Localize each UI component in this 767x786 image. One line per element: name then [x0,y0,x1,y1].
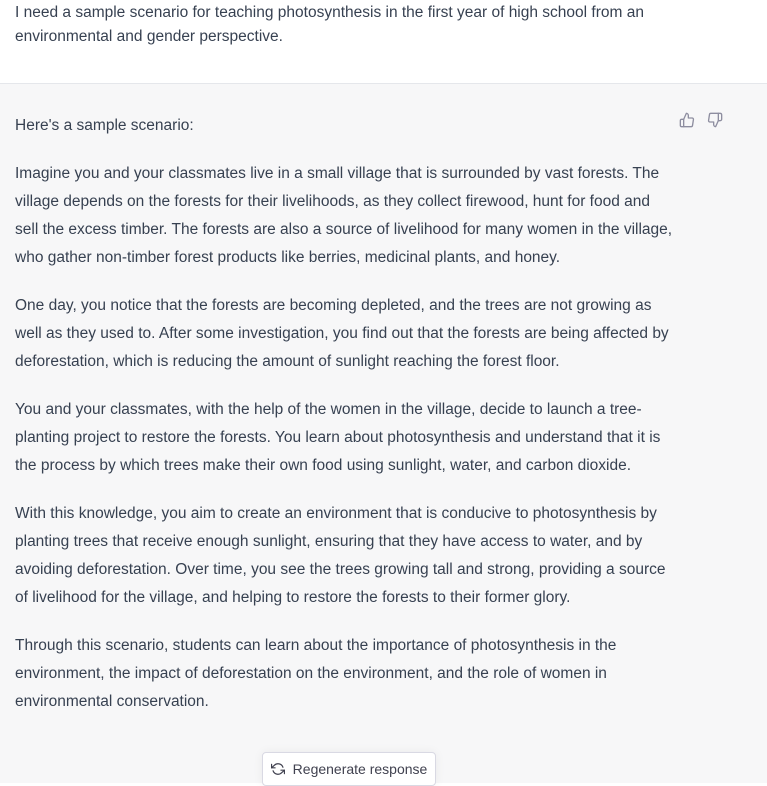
regenerate-label: Regenerate response [292,761,428,777]
reply-paragraph: Imagine you and your classmates live in a small village that is surrounded by vast forests. The village depends on the forests for their livelihoods, as they collect firewood, hunt for food and sell the excess timber. The forests are also a source of livelihood for many women in the village, who gather non-timber forest products like berries, medicinal plants, and honey. [15,165,673,266]
reply-paragraph: With this knowledge, you aim to create an environment that is conducive to photosynthesis by planting trees that receive enough sunlight, ensuring that they have access to water, and by avoiding deforestation. Over time, you see the trees growing tall and strong, providing a source of livelihood for the village, and helping to restore the forests to their former glory. [15,505,666,606]
assistant-message [0,84,767,783]
assistant-reply [15,112,675,736]
feedback-buttons [679,112,723,128]
user-message [0,0,767,84]
refresh-icon [271,762,285,776]
regenerate-response-button[interactable] [262,752,436,786]
reply-paragraph: Here's a sample scenario: [15,117,194,134]
reply-paragraph: Through this scenario, students can learn about the importance of photosynthesis in the environment, the impact of deforestation on the environment, and the role of women in environmental conservation. [15,637,617,710]
thumbs-up-icon[interactable] [679,112,695,128]
reply-paragraph: You and your classmates, with the help of the women in the village, decide to launch a tree-planting project to restore the forests. You learn about photosynthesis and understand that it is the process by which trees make their own food using sunlight, water, and carbon dioxide. [15,401,661,474]
reply-paragraph: One day, you notice that the forests are becoming depleted, and the trees are not growing as well as they used to. After some investigation, you find out that the forests are being affected by deforestation, which is reducing the amount of sunlight reaching the forest floor. [15,297,669,370]
thumbs-down-icon[interactable] [707,112,723,128]
user-message-text: I need a sample scenario for teaching photosynthesis in the first year of high school from an environmental and gender perspective. [15,4,644,45]
